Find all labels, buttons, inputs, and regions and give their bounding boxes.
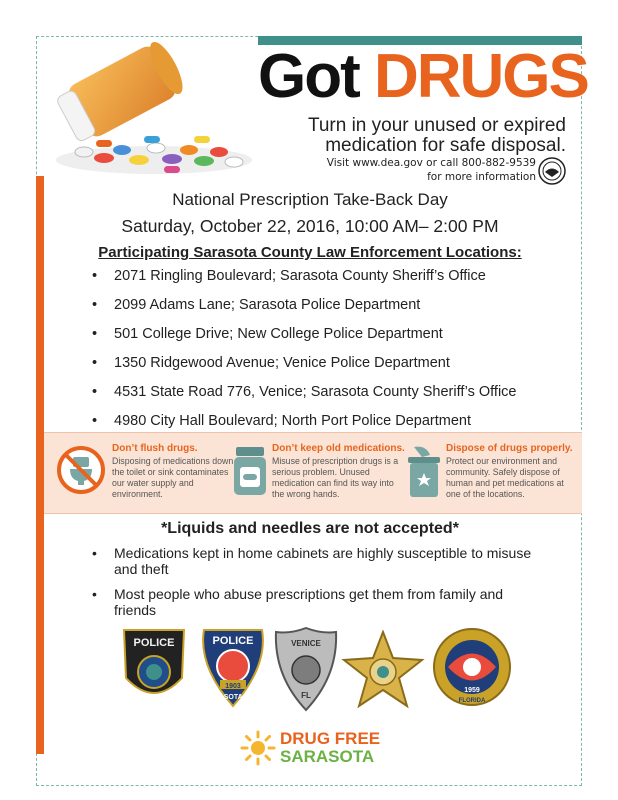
contact-info <box>300 156 536 184</box>
tip-body: Disposing of medications down the toilet or sink contaminates our water supply and environment. <box>112 456 234 499</box>
tip-title: Dispose of drugs properly. <box>446 443 573 454</box>
location-item: • 4531 State Road 776, Venice; Sarasota County Sheriff’s Office <box>92 382 517 411</box>
drug-free-logo-line1: DRUG FREE <box>280 729 381 748</box>
badge-state: FLORIDA <box>458 698 486 704</box>
visit-line-2: for more information <box>427 171 536 183</box>
drug-free-logo-line2: SARASOTA <box>280 747 375 766</box>
pill-bottle-illustration <box>44 40 254 180</box>
police-badge-new-college <box>120 626 188 708</box>
fact-item: • Most people who abuse prescriptions get them from family and friends <box>92 586 542 618</box>
tip-title: Don’t keep old medications. <box>272 443 405 454</box>
badge-year: 1959 <box>464 687 480 694</box>
drop-box-icon <box>404 445 444 499</box>
tip-body: Protect our environment and community. Safely dispose of human and pet medications at one of the locations. <box>446 456 564 499</box>
event-title: National Prescription Take-Back Day <box>172 190 448 209</box>
badge-label: VENICE <box>291 639 321 648</box>
police-badge-venice <box>272 626 340 712</box>
tip-title: Don’t flush drugs. <box>112 443 198 454</box>
headline-word-drugs: DRUGS <box>373 42 588 111</box>
badge-state: FL <box>301 691 311 700</box>
tagline-line-2: medication for safe disposal. <box>325 135 566 156</box>
tagline <box>300 116 566 156</box>
not-accepted-notice: *Liquids and needles are not accepted* <box>161 520 459 537</box>
location-item: • 2099 Adams Lane; Sarasota Police Department <box>92 295 517 324</box>
sun-icon <box>240 730 276 766</box>
fact-item: • Medications kept in home cabinets are highly susceptible to misuse and theft <box>92 545 542 577</box>
pill-bottle-icon <box>230 445 270 497</box>
facts-list <box>92 545 542 627</box>
location-item: • 2071 Ringling Boulevard; Sarasota County Sheriff’s Office <box>92 266 517 295</box>
badge-city: SARASOTA, FLA. <box>203 694 263 701</box>
visit-line-1: Visit www.dea.gov or call 800-882-9539 <box>326 157 536 169</box>
location-item: • 4980 City Hall Boulevard; North Port Police Department <box>92 411 517 440</box>
tagline-line-1: Turn in your unused or expired <box>307 115 566 136</box>
badge-label: POLICE <box>212 635 254 647</box>
dea-seal-icon <box>538 157 566 185</box>
tip-body: Misuse of prescription drugs is a serious problem. Unused medication can find its way into the wrong hands. <box>272 456 399 499</box>
badge-label: POLICE <box>133 637 175 649</box>
locations-heading: Participating Sarasota County Law Enforcement Locations: <box>98 244 522 261</box>
location-item: • 1350 Ridgewood Avenue; Venice Police Department <box>92 353 517 382</box>
police-badge-sarasota <box>196 626 270 708</box>
sheriff-star-badge <box>340 630 426 710</box>
police-badge-north-port <box>432 626 512 708</box>
side-accent-bar <box>36 176 44 754</box>
location-item: • 501 College Drive; New College Police Department <box>92 324 517 353</box>
locations-list <box>92 266 517 440</box>
badge-year: 1903 <box>225 683 241 690</box>
headline-word-got: Got <box>258 42 359 111</box>
no-flush-icon <box>56 445 106 495</box>
headline <box>258 42 588 112</box>
event-date: Saturday, October 22, 2016, 10:00 AM– 2:00 PM <box>121 216 499 236</box>
